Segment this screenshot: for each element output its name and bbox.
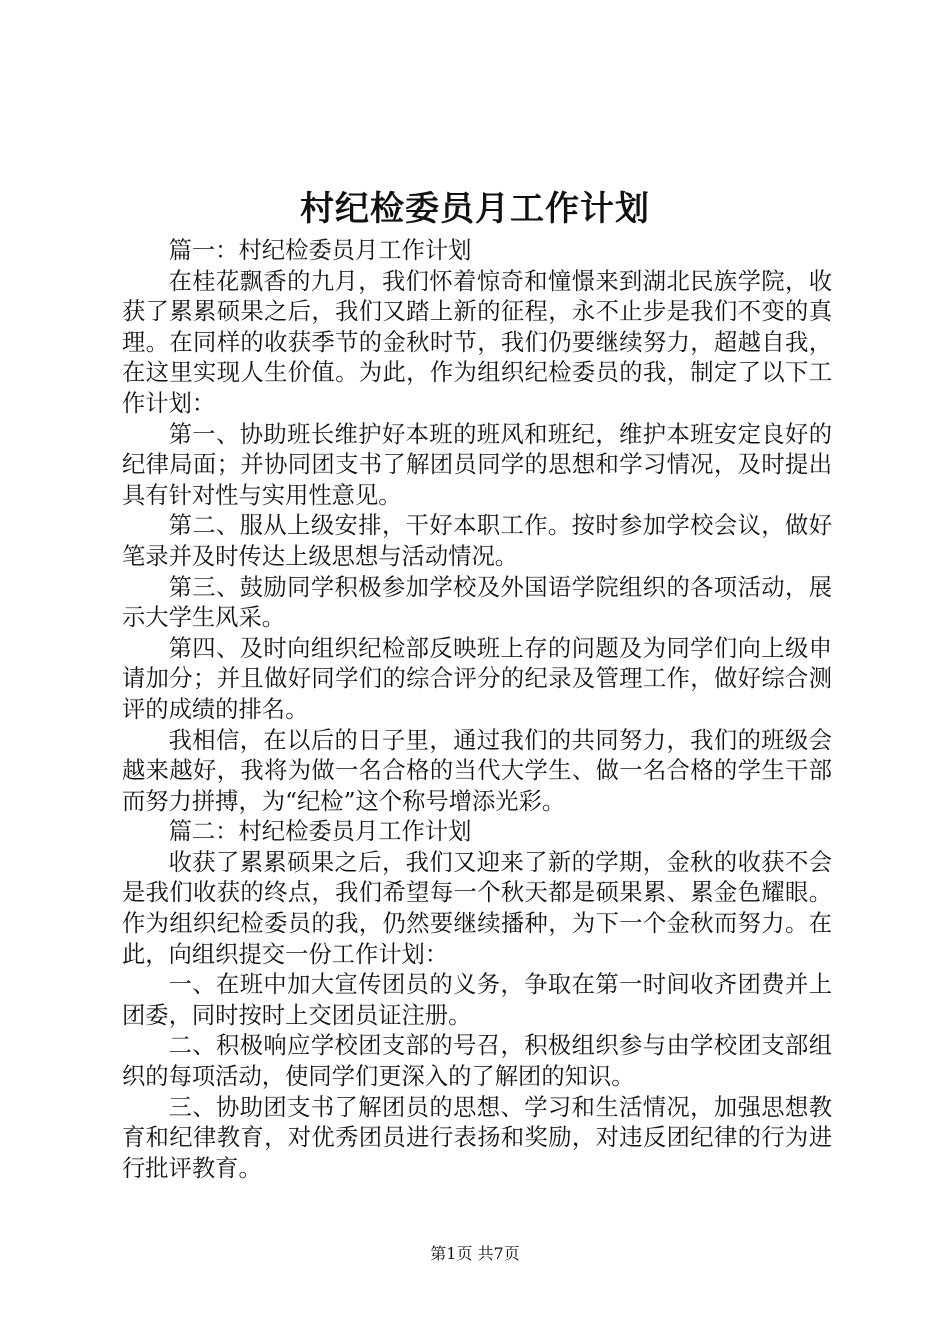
page-footer — [0, 1242, 950, 1266]
paragraph: 第三、鼓励同学积极参加学校及外国语学院组织的各项活动，展示大学生风采。 — [122, 573, 832, 632]
paragraph: 三、协助团支书了解团员的思想、学习和生活情况，加强思想教育和纪律教育，对优秀团员进行表扬和奖励，对违反团纪律的行为进行批评教育。 — [122, 1093, 832, 1182]
section-heading: 篇一：村纪检委员月工作计划 — [168, 237, 472, 264]
page-number: 第1页 共7页 — [430, 1244, 520, 1263]
paragraph: 收获了累累硕果之后，我们又迎来了新的学期，金秋的收获不会是我们收获的终点，我们希望每一个秋天都是硕果累、累金色耀眼。作为组织纪检委员的我，仍然要继续播种，为下一个金秋而努力。在此，向组织提交一份工作计划： — [122, 848, 832, 968]
paragraph: 第四、及时向组织纪检部反映班上存的问题及为同学们向上级申请加分；并且做好同学们的综合评分的纪录及管理工作，做好综合测评的成绩的排名。 — [122, 634, 832, 723]
paragraph: 一、在班中加大宣传团员的义务，争取在第一时间收齐团费并上团委，同时按时上交团员证注册。 — [122, 971, 832, 1029]
section-heading: 篇二：村纪检委员月工作计划 — [168, 818, 472, 846]
paragraph: 二、积极响应学校团支部的号召，积极组织参与由学校团支部组织的每项活动，使同学们更深入的了解团的知识。 — [122, 1032, 832, 1091]
paragraph: 我相信，在以后的日子里，通过我们的共同努力，我们的班级会越来越好，我将为做一名合格的当代大学生、做一名合格的学生干部而努力拼搏，为“纪检”这个称号增添光彩。 — [122, 726, 832, 815]
document-body — [122, 236, 832, 1184]
paragraph: 第二、服从上级安排，干好本职工作。按时参加学校会议，做好笔录并及时传达上级思想与活动情况。 — [122, 512, 832, 570]
document-title: 村纪检委员月工作计划 — [300, 189, 650, 229]
paragraph: 在桂花飘香的九月，我们怀着惊奇和憧憬来到湖北民族学院，收获了累累硕果之后，我们又踏上新的征程，永不止步是我们不变的真理。在同样的收获季节的金秋时节，我们仍要继续努力，超越自我，在这里实现人生价值。为此，作为组织纪检委员的我，制定了以下工作计划： — [122, 267, 832, 417]
paragraph: 第一、协助班长维护好本班的班风和班纪，维护本班安定良好的纪律局面；并协同团支书了解团员同学的思想和学习情况，及时提出具有针对性与实用性意见。 — [122, 420, 832, 509]
